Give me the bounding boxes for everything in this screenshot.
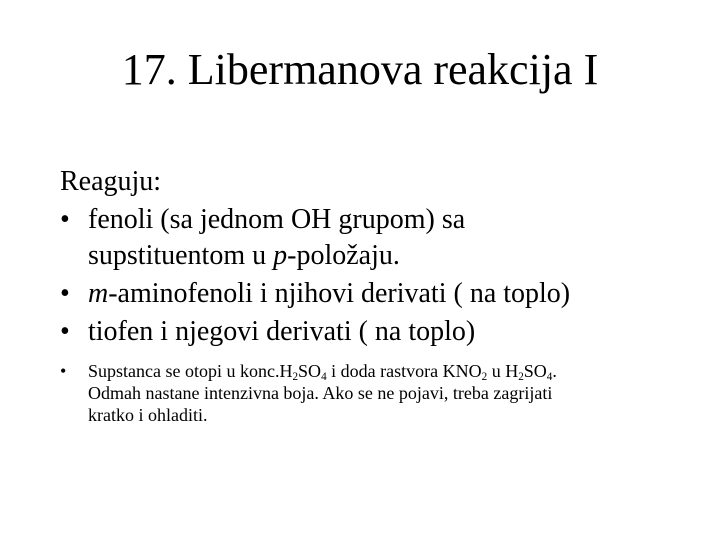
- bullet-marker: •: [60, 204, 70, 235]
- note-line: [88, 360, 700, 382]
- note-text: Supstanca se otopi u konc.H: [88, 361, 293, 381]
- bullet-marker: •: [60, 316, 70, 347]
- bullet-item-aminofenoli: [60, 276, 700, 312]
- slide-content: [60, 164, 700, 426]
- note-line: kratko i ohladiti.: [88, 405, 208, 425]
- bullet-marker: •: [60, 278, 70, 309]
- subscript: 2: [481, 370, 488, 383]
- intro-text: Reaguju:: [60, 166, 162, 197]
- subscript: 2: [292, 370, 299, 383]
- note-text: u H: [487, 361, 519, 381]
- note-text: i doda rastvora KNO: [326, 361, 482, 381]
- bullet-item-procedure-note: [60, 360, 700, 426]
- bullet-text-line: [88, 238, 700, 274]
- subscript: 2: [518, 370, 524, 383]
- subscript: 4: [546, 370, 553, 383]
- note-text: SO: [298, 361, 322, 381]
- bullet-text-line: fenoli (sa jednom OH grupom) sa: [88, 204, 466, 235]
- subscript: 4: [321, 370, 327, 383]
- bullet-text-line: [88, 276, 700, 312]
- bullet-item-fenoli: [60, 202, 700, 274]
- bullet-text: supstituentom u: [88, 240, 274, 271]
- bullet-marker: •: [60, 361, 67, 381]
- slide-title: 17. Libermanova reakcija I: [121, 45, 599, 94]
- bullet-text: -aminofenoli i njihovi derivati ( na toplo): [108, 278, 571, 309]
- note-text: .: [552, 361, 557, 381]
- note-text: SO: [523, 361, 547, 381]
- bullet-text-italic: p: [273, 240, 288, 271]
- bullet-text: -položaju.: [287, 240, 400, 271]
- bullet-item-tiofen: [60, 314, 700, 350]
- bullet-text-italic: m: [88, 278, 109, 309]
- note-line: Odmah nastane intenzivna boja. Ako se ne pojavi, treba zagrijati: [88, 383, 553, 403]
- bullet-text-line: tiofen i njegovi derivati ( na toplo): [88, 316, 476, 347]
